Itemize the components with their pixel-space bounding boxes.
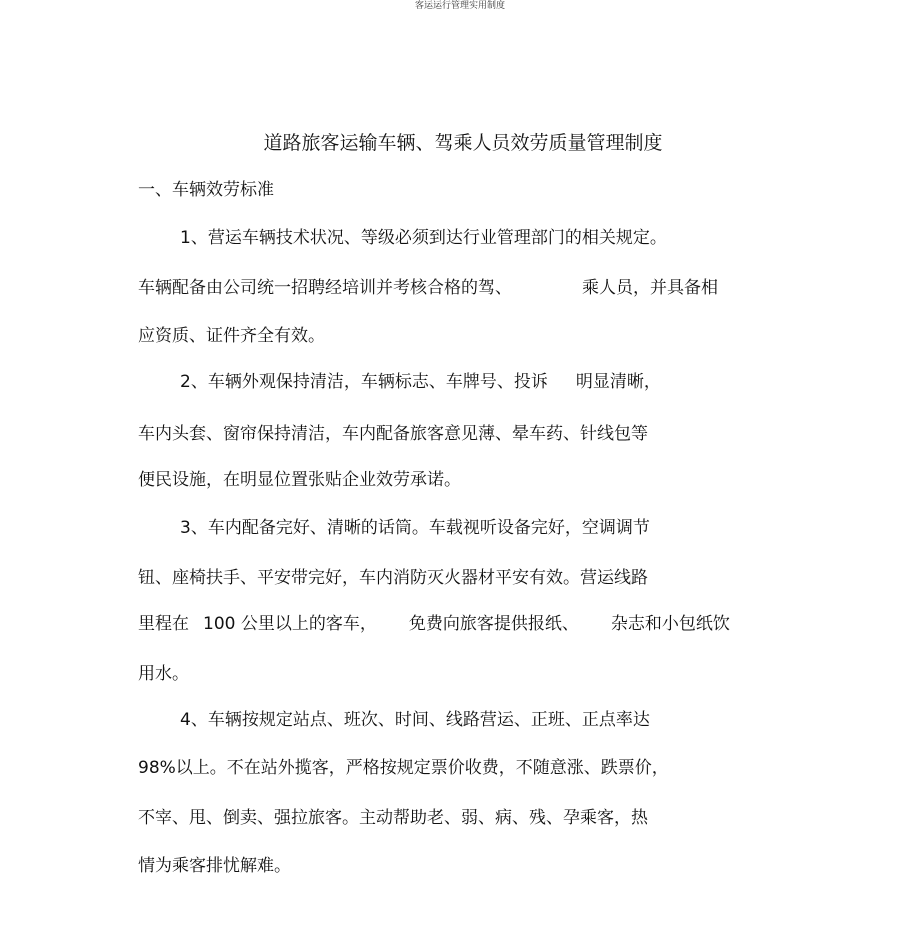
paragraph-2-line-3 [138,468,461,492]
page-header: 客运运行管理实用制度 [414,1,505,11]
paragraph-4-line-1 [180,708,650,732]
text-segment: 钮、座椅扶手、平安带完好，车内消防灭火器材平安有效。营运线路 [138,568,648,588]
paragraph-4-line-4 [138,854,291,878]
text-segment: 里程在 [138,614,189,634]
text-segment: 98%以上。不在站外揽客，严格按规定票价收费，不随意涨、跌票价， [138,758,669,778]
text-segment: 明显清晰， [575,372,661,392]
paragraph-3-line-3 [138,612,730,636]
text-segment: 1、营运车辆技术状况、等级必须到达行业管理部门的相关规定。 [180,228,667,248]
paragraph-3-line-1 [180,516,650,540]
paragraph-4-line-2 [138,756,669,780]
document-title: 道路旅客运输车辆、驾乘人员效劳质量管理制度 [263,132,663,154]
text-segment: 免费向旅客提供报纸、 [408,614,579,634]
text-segment: 用水。 [138,664,189,684]
paragraph-3-line-4 [138,662,189,686]
text-segment: 不宰、甩、倒卖、强拉旅客。主动帮助老、弱、病、残、孕乘客，热 [138,808,648,828]
text-segment: 车内头套、窗帘保持清洁，车内配备旅客意见薄、晕车药、针线包等 [138,424,648,444]
paragraph-2-line-2 [138,422,648,446]
paragraph-3-line-2 [138,566,648,590]
text-segment: 车辆配备由公司统一招聘经培训并考核合格的驾、 [138,278,512,298]
text-segment: 乘人员，并具备相 [582,278,718,298]
text-segment: 2、车辆外观保持清洁，车辆标志、车牌号、投诉 [180,372,548,392]
paragraph-2-line-1 [180,370,661,394]
text-segment: 100 公里以上的客车， [203,614,377,634]
text-segment: 便民设施，在明显位置张贴企业效劳承诺。 [138,470,461,490]
paragraph-4-line-3 [138,806,648,830]
paragraph-1-line-1 [180,226,667,250]
text-segment: 4、车辆按规定站点、班次、时间、线路营运、正班、正点率达 [180,710,650,730]
text-segment: 3、车内配备完好、清晰的话筒。车载视听设备完好，空调调节 [180,518,650,538]
paragraph-1-line-2 [138,276,718,300]
text-segment: 应资质、证件齐全有效。 [138,326,325,346]
text-segment: 情为乘客排忧解难。 [138,856,291,876]
section-heading: 一、车辆效劳标准 [138,180,274,200]
paragraph-1-line-3 [138,324,325,348]
text-segment: 杂志和小包纸饮 [610,614,730,634]
